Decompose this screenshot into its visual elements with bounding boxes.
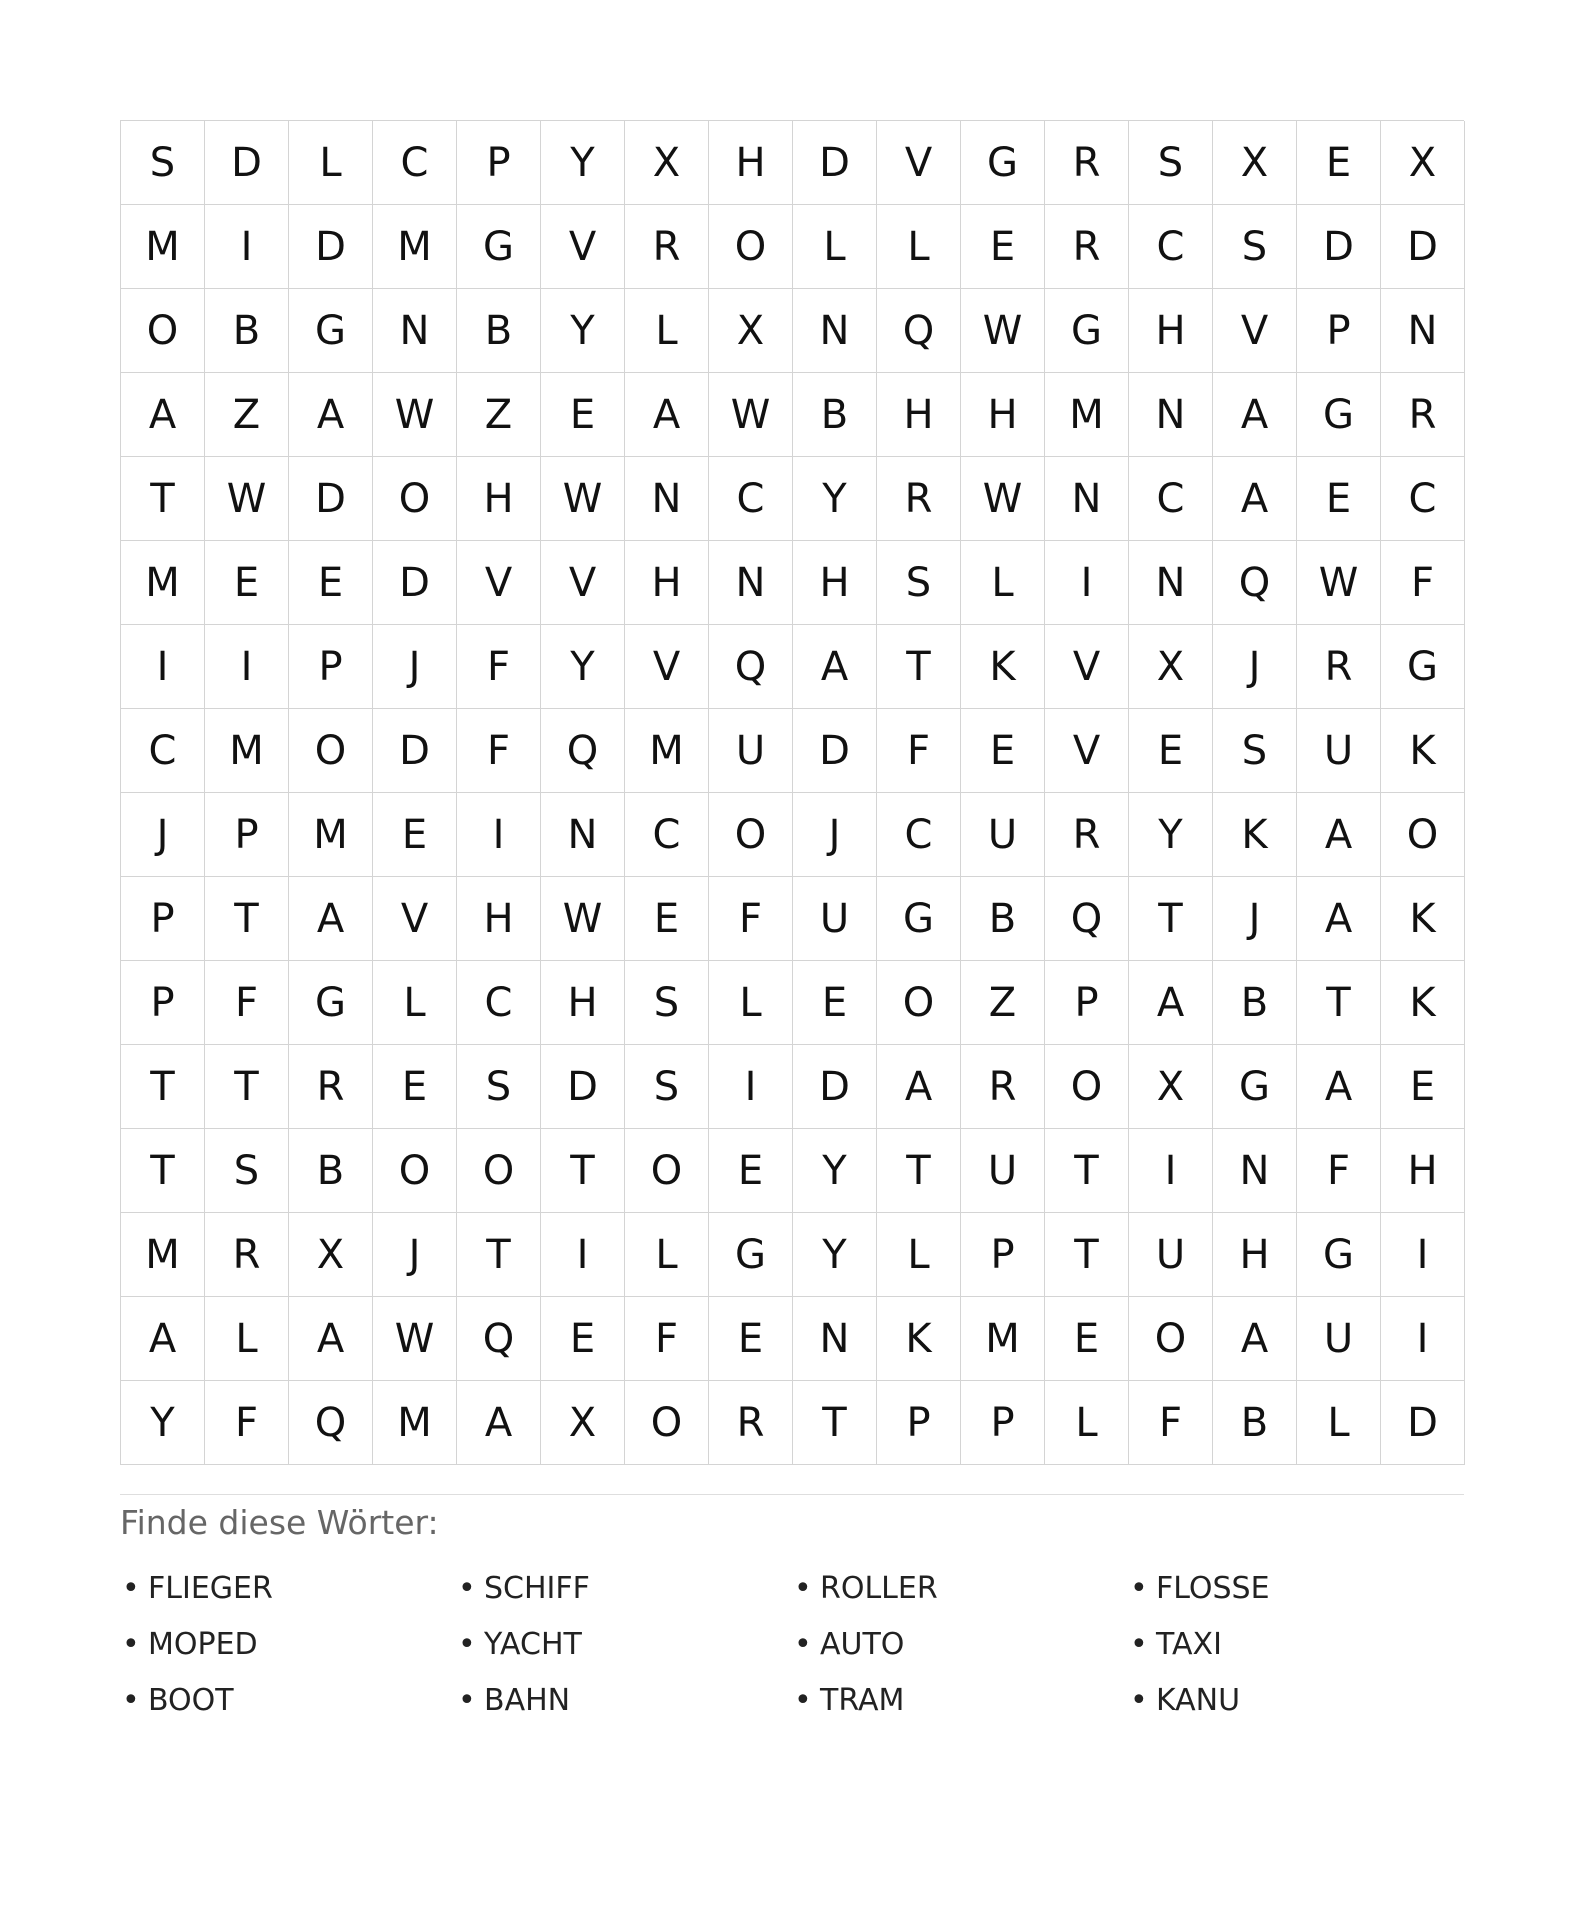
grid-cell[interactable]: E [373,793,457,877]
grid-cell[interactable]: P [457,121,541,205]
grid-cell[interactable]: H [457,457,541,541]
grid-cell[interactable]: D [1297,205,1381,289]
grid-cell[interactable]: R [289,1045,373,1129]
grid-cell[interactable]: V [457,541,541,625]
grid-cell[interactable]: G [1213,1045,1297,1129]
grid-cell[interactable]: G [709,1213,793,1297]
grid-cell[interactable]: P [121,877,205,961]
grid-cell[interactable]: Z [205,373,289,457]
grid-cell[interactable]: R [1045,205,1129,289]
word-list-item [456,1560,792,1616]
grid-cell[interactable]: L [877,205,961,289]
grid-cell[interactable]: B [289,1129,373,1213]
grid-cell[interactable]: D [373,709,457,793]
grid-cell[interactable]: X [709,289,793,373]
grid-cell[interactable]: A [289,1297,373,1381]
grid-cell[interactable]: T [1045,1213,1129,1297]
grid-cell[interactable]: F [457,625,541,709]
grid-cell[interactable]: W [709,373,793,457]
grid-cell[interactable]: Y [793,1129,877,1213]
grid-cell[interactable]: H [877,373,961,457]
grid-cell[interactable]: H [1381,1129,1465,1213]
grid-cell[interactable]: D [289,457,373,541]
grid-cell[interactable]: H [961,373,1045,457]
grid-cell[interactable]: A [1129,961,1213,1045]
grid-cell[interactable]: L [877,1213,961,1297]
grid-cell[interactable]: A [1213,373,1297,457]
grid-cell[interactable]: R [1297,625,1381,709]
grid-cell[interactable]: I [457,793,541,877]
grid-cell[interactable]: E [1297,457,1381,541]
grid-cell[interactable]: W [1297,541,1381,625]
grid-cell[interactable]: G [1045,289,1129,373]
grid-cell[interactable]: I [709,1045,793,1129]
word-label: TAXI [1156,1626,1222,1662]
word-list-item [792,1560,1128,1616]
grid-cell[interactable]: K [961,625,1045,709]
grid-cell[interactable]: P [961,1381,1045,1465]
grid-cell[interactable]: Y [1129,793,1213,877]
grid-cell[interactable]: R [625,205,709,289]
bullet-icon: • [1130,1682,1148,1718]
grid-cell[interactable]: W [961,457,1045,541]
grid-cell[interactable]: C [877,793,961,877]
grid-cell[interactable]: W [541,457,625,541]
grid-cell[interactable]: N [793,1297,877,1381]
grid-cell[interactable]: O [877,961,961,1045]
grid-cell[interactable]: H [793,541,877,625]
grid-cell[interactable]: G [877,877,961,961]
grid-cell[interactable]: E [541,1297,625,1381]
grid-cell[interactable]: H [457,877,541,961]
grid-cell[interactable]: J [793,793,877,877]
grid-cell[interactable]: L [625,1213,709,1297]
word-list-item [1128,1616,1464,1672]
grid-cell[interactable]: E [1381,1045,1465,1129]
grid-cell[interactable]: T [457,1213,541,1297]
grid-cell[interactable]: F [709,877,793,961]
grid-cell[interactable]: Y [793,457,877,541]
grid-cell[interactable]: P [1045,961,1129,1045]
grid-cell[interactable]: N [1213,1129,1297,1213]
grid-cell[interactable]: H [1213,1213,1297,1297]
grid-cell[interactable]: I [205,625,289,709]
grid-cell[interactable]: T [541,1129,625,1213]
grid-cell[interactable]: X [625,121,709,205]
grid-cell[interactable]: E [1297,121,1381,205]
grid-cell[interactable]: A [877,1045,961,1129]
word-list-item [120,1616,456,1672]
grid-cell[interactable]: R [1381,373,1465,457]
grid-cell[interactable]: K [1381,961,1465,1045]
grid-cell[interactable]: Y [541,121,625,205]
grid-cell[interactable]: D [373,541,457,625]
grid-cell[interactable]: V [541,205,625,289]
grid-cell[interactable]: F [1381,541,1465,625]
bullet-icon: • [1130,1626,1148,1662]
grid-cell[interactable]: W [541,877,625,961]
word-label: MOPED [148,1626,258,1662]
grid-cell[interactable]: T [1045,1129,1129,1213]
grid-cell[interactable]: H [541,961,625,1045]
grid-cell[interactable]: S [205,1129,289,1213]
grid-cell[interactable]: V [1213,289,1297,373]
grid-cell[interactable]: J [1213,625,1297,709]
grid-cell[interactable]: N [1381,289,1465,373]
grid-cell[interactable]: A [1297,793,1381,877]
bullet-icon: • [794,1570,812,1606]
grid-cell[interactable]: P [1297,289,1381,373]
grid-cell[interactable]: L [289,121,373,205]
grid-cell[interactable]: D [1381,1381,1465,1465]
grid-cell[interactable]: X [541,1381,625,1465]
grid-cell[interactable]: Q [1045,877,1129,961]
grid-cell[interactable]: Z [961,961,1045,1045]
grid-cell[interactable]: B [793,373,877,457]
grid-cell[interactable]: D [1381,205,1465,289]
grid-cell[interactable]: I [1045,541,1129,625]
grid-cell[interactable]: O [625,1381,709,1465]
grid-cell[interactable]: U [961,1129,1045,1213]
grid-cell[interactable]: A [121,373,205,457]
grid-cell[interactable]: K [1381,877,1465,961]
grid-cell[interactable]: F [1129,1381,1213,1465]
grid-cell[interactable]: H [1129,289,1213,373]
grid-cell[interactable]: F [625,1297,709,1381]
grid-cell[interactable]: U [793,877,877,961]
grid-cell[interactable]: R [1045,121,1129,205]
grid-cell[interactable]: N [373,289,457,373]
grid-cell[interactable]: E [205,541,289,625]
grid-cell[interactable]: T [121,1129,205,1213]
grid-cell[interactable]: V [877,121,961,205]
grid-cell[interactable]: Q [709,625,793,709]
grid-cell[interactable]: M [289,793,373,877]
grid-cell[interactable]: D [793,121,877,205]
grid-cell[interactable]: B [1213,961,1297,1045]
grid-cell[interactable]: G [289,289,373,373]
grid-cell[interactable]: J [373,625,457,709]
grid-cell[interactable]: H [625,541,709,625]
grid-cell[interactable]: M [121,205,205,289]
grid-cell[interactable]: N [1045,457,1129,541]
grid-cell[interactable]: L [709,961,793,1045]
word-label: FLOSSE [1156,1570,1270,1606]
grid-cell[interactable]: C [373,121,457,205]
grid-cell[interactable]: N [541,793,625,877]
grid-cell[interactable]: V [1045,709,1129,793]
grid-cell[interactable]: N [1129,373,1213,457]
grid-cell[interactable]: R [709,1381,793,1465]
grid-cell[interactable]: O [709,205,793,289]
grid-cell[interactable]: I [541,1213,625,1297]
grid-cell[interactable]: E [961,205,1045,289]
grid-cell[interactable]: U [1297,709,1381,793]
grid-cell[interactable]: E [625,877,709,961]
grid-cell[interactable]: E [541,373,625,457]
bullet-icon: • [122,1626,140,1662]
grid-cell[interactable]: C [625,793,709,877]
grid-cell[interactable]: E [709,1297,793,1381]
grid-cell[interactable]: A [1297,1045,1381,1129]
grid-cell[interactable]: U [709,709,793,793]
grid-cell[interactable]: E [1129,709,1213,793]
grid-cell[interactable]: X [1129,625,1213,709]
grid-cell[interactable]: T [877,1129,961,1213]
grid-cell[interactable]: A [121,1297,205,1381]
grid-cell[interactable]: O [373,1129,457,1213]
grid-cell[interactable]: E [961,709,1045,793]
grid-cell[interactable]: Q [877,289,961,373]
grid-cell[interactable]: G [289,961,373,1045]
grid-cell[interactable]: B [205,289,289,373]
grid-cell[interactable]: A [289,373,373,457]
grid-cell[interactable]: R [1045,793,1129,877]
grid-cell[interactable]: C [1129,205,1213,289]
grid-cell[interactable]: G [1297,1213,1381,1297]
grid-cell[interactable]: S [1213,205,1297,289]
grid-cell[interactable]: F [457,709,541,793]
grid-cell[interactable]: W [373,1297,457,1381]
grid-cell[interactable]: S [625,1045,709,1129]
grid-cell[interactable]: O [709,793,793,877]
grid-cell[interactable]: V [541,541,625,625]
word-list-item [120,1560,456,1616]
instructions-label: Finde diese Wörter: [120,1503,439,1542]
grid-cell[interactable]: W [961,289,1045,373]
grid-cell[interactable]: J [373,1213,457,1297]
grid-cell[interactable]: N [793,289,877,373]
grid-cell[interactable]: S [1129,121,1213,205]
word-label: KANU [1156,1682,1241,1718]
grid-cell[interactable]: U [1297,1297,1381,1381]
grid-cell[interactable]: W [373,373,457,457]
bullet-icon: • [794,1682,812,1718]
grid-cell[interactable]: Y [541,289,625,373]
word-list [120,1560,1464,1728]
grid-cell[interactable]: O [1381,793,1465,877]
bullet-icon: • [458,1626,476,1662]
grid-cell[interactable]: B [457,289,541,373]
word-list-item [456,1616,792,1672]
grid-cell[interactable]: O [289,709,373,793]
grid-cell[interactable]: T [205,877,289,961]
grid-cell[interactable]: M [373,205,457,289]
grid-cell[interactable]: M [121,541,205,625]
word-list-item [1128,1560,1464,1616]
grid-cell[interactable]: O [625,1129,709,1213]
grid-cell[interactable]: R [961,1045,1045,1129]
grid-cell[interactable]: M [625,709,709,793]
grid-cell[interactable]: P [121,961,205,1045]
grid-cell[interactable]: E [289,541,373,625]
word-label: YACHT [484,1626,582,1662]
grid-cell[interactable]: Q [289,1381,373,1465]
grid-cell[interactable]: B [1213,1381,1297,1465]
grid-cell[interactable]: V [625,625,709,709]
word-list-item [1128,1672,1464,1728]
grid-cell[interactable]: H [709,121,793,205]
grid-cell[interactable]: X [1213,121,1297,205]
grid-cell[interactable]: I [1381,1297,1465,1381]
grid-cell[interactable]: D [793,1045,877,1129]
grid-cell[interactable]: L [1045,1381,1129,1465]
grid-cell[interactable]: Q [1213,541,1297,625]
grid-cell[interactable]: M [1045,373,1129,457]
grid-cell[interactable]: E [373,1045,457,1129]
grid-cell[interactable]: X [1129,1045,1213,1129]
grid-cell[interactable]: W [205,457,289,541]
word-list-item [120,1672,456,1728]
grid-cell[interactable]: M [961,1297,1045,1381]
grid-cell[interactable]: C [1129,457,1213,541]
grid-cell[interactable]: T [1129,877,1213,961]
word-label: AUTO [820,1626,905,1662]
grid-cell[interactable]: T [877,625,961,709]
grid-cell[interactable]: D [205,121,289,205]
bullet-icon: • [794,1626,812,1662]
grid-cell[interactable]: P [205,793,289,877]
bullet-icon: • [1130,1570,1148,1606]
grid-cell[interactable]: S [625,961,709,1045]
word-label: SCHIFF [484,1570,590,1606]
grid-cell[interactable]: A [1213,457,1297,541]
grid-cell[interactable]: M [121,1213,205,1297]
grid-cell[interactable]: U [1129,1213,1213,1297]
grid-cell[interactable]: Y [793,1213,877,1297]
grid-cell[interactable]: L [961,541,1045,625]
grid-cell[interactable]: C [457,961,541,1045]
grid-cell[interactable]: A [1297,877,1381,961]
grid-cell[interactable]: I [121,625,205,709]
word-label: BOOT [148,1682,234,1718]
grid-cell[interactable]: O [1045,1045,1129,1129]
grid-cell[interactable]: S [877,541,961,625]
grid-cell[interactable]: T [793,1381,877,1465]
grid-cell[interactable]: O [1129,1297,1213,1381]
divider [120,1494,1464,1495]
grid-cell[interactable]: A [625,373,709,457]
grid-cell[interactable]: I [1381,1213,1465,1297]
grid-cell[interactable]: L [1297,1381,1381,1465]
grid-cell[interactable]: N [625,457,709,541]
grid-cell[interactable]: R [205,1213,289,1297]
bullet-icon: • [122,1682,140,1718]
grid-cell[interactable]: T [205,1045,289,1129]
grid-cell[interactable]: F [205,961,289,1045]
word-label: FLIEGER [148,1570,273,1606]
grid-cell[interactable]: S [457,1045,541,1129]
grid-cell[interactable]: R [877,457,961,541]
grid-cell[interactable]: O [457,1129,541,1213]
grid-cell[interactable]: C [1381,457,1465,541]
grid-cell[interactable]: Y [121,1381,205,1465]
grid-cell[interactable]: F [205,1381,289,1465]
grid-cell[interactable]: T [121,1045,205,1129]
grid-cell[interactable]: A [289,877,373,961]
grid-cell[interactable]: V [1045,625,1129,709]
grid-cell[interactable]: I [1129,1129,1213,1213]
grid-cell[interactable]: D [541,1045,625,1129]
grid-cell[interactable]: L [793,205,877,289]
word-label: ROLLER [820,1570,938,1606]
grid-cell[interactable]: G [1297,373,1381,457]
grid-cell[interactable]: L [205,1297,289,1381]
grid-cell[interactable]: K [1381,709,1465,793]
grid-cell[interactable]: C [709,457,793,541]
word-list-item [456,1672,792,1728]
grid-cell[interactable]: O [373,457,457,541]
word-label: TRAM [820,1682,905,1718]
grid-cell[interactable]: T [1297,961,1381,1045]
grid-cell[interactable]: K [877,1297,961,1381]
grid-cell[interactable]: P [877,1381,961,1465]
bullet-icon: • [122,1570,140,1606]
grid-cell[interactable]: M [205,709,289,793]
grid-cell[interactable]: Q [457,1297,541,1381]
grid-cell[interactable]: X [289,1213,373,1297]
grid-cell[interactable]: L [625,289,709,373]
grid-cell[interactable]: F [1297,1129,1381,1213]
word-list-item [792,1672,1128,1728]
grid-cell[interactable]: A [793,625,877,709]
grid-cell[interactable]: S [121,121,205,205]
grid-cell[interactable]: D [793,709,877,793]
grid-cell[interactable]: V [373,877,457,961]
grid-cell[interactable]: E [793,961,877,1045]
grid-cell[interactable]: T [121,457,205,541]
grid-cell[interactable]: N [709,541,793,625]
grid-cell[interactable]: L [373,961,457,1045]
grid-cell[interactable]: I [205,205,289,289]
grid-cell[interactable]: F [877,709,961,793]
grid-cell[interactable]: P [289,625,373,709]
grid-cell[interactable]: C [121,709,205,793]
grid-cell[interactable]: X [1381,121,1465,205]
grid-cell[interactable]: A [1213,1297,1297,1381]
grid-cell[interactable]: B [961,877,1045,961]
grid-cell[interactable]: S [1213,709,1297,793]
grid-cell[interactable]: J [121,793,205,877]
word-list-item [792,1616,1128,1672]
bullet-icon: • [458,1682,476,1718]
grid-cell[interactable]: U [961,793,1045,877]
grid-cell[interactable]: D [289,205,373,289]
word-search-puzzle [120,120,1464,1465]
grid-cell[interactable]: P [961,1213,1045,1297]
letter-grid [120,120,1464,1465]
grid-cell[interactable]: N [1129,541,1213,625]
word-label: BAHN [484,1682,571,1718]
grid-cell[interactable]: G [961,121,1045,205]
grid-cell[interactable]: J [1213,877,1297,961]
grid-cell[interactable]: Z [457,373,541,457]
grid-cell[interactable]: Y [541,625,625,709]
grid-cell[interactable]: M [373,1381,457,1465]
grid-cell[interactable]: Q [541,709,625,793]
grid-cell[interactable]: A [457,1381,541,1465]
grid-cell[interactable]: O [121,289,205,373]
grid-cell[interactable]: E [709,1129,793,1213]
grid-cell[interactable]: E [1045,1297,1129,1381]
grid-cell[interactable]: K [1213,793,1297,877]
grid-cell[interactable]: G [457,205,541,289]
grid-cell[interactable]: G [1381,625,1465,709]
bullet-icon: • [458,1570,476,1606]
